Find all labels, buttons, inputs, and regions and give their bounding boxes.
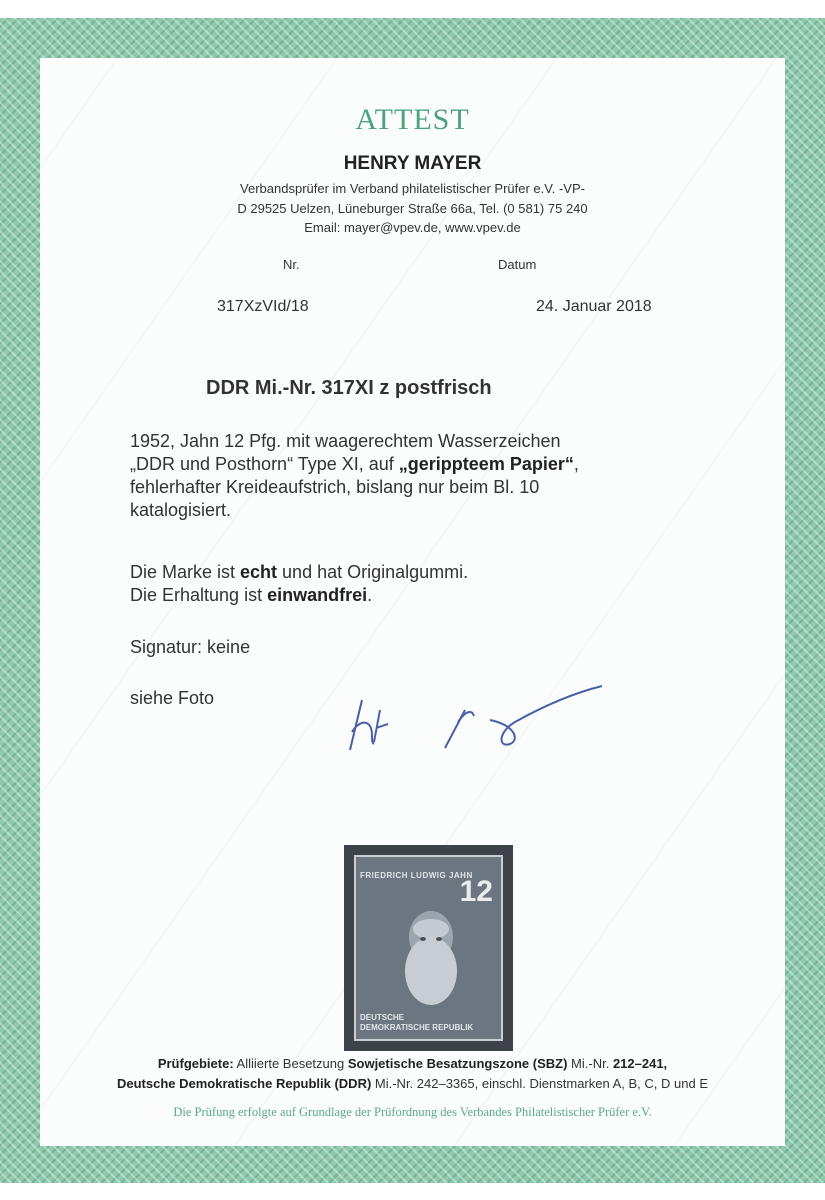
- examiner-address: D 29525 Uelzen, Lüneburger Straße 66a, Tel. (0 581) 75 240: [237, 201, 588, 216]
- footer-line-2: Deutsche Demokratische Republik (DDR) Mi.-Nr. 242–3365, einschl. Dienstmarken A, B, C, D und E: [117, 1076, 708, 1091]
- examiner-name: HENRY MAYER: [343, 153, 482, 174]
- foto-line: siehe Foto: [130, 688, 215, 708]
- footer-disclaimer: Die Prüfung erfolgte auf Grundlage der Prüfordnung des Verbandes Philatelistischer Prüfer e.V.: [173, 1105, 652, 1119]
- datum-label: Datum: [498, 257, 537, 272]
- certificate-date: 24. Januar 2018: [536, 298, 652, 315]
- nr-label: Nr.: [283, 257, 300, 272]
- stamp-photo: [344, 845, 513, 1051]
- certificate-title: ATTEST: [355, 103, 470, 136]
- stamp-catalogue-headline: DDR Mi.-Nr. 317XI z postfrisch: [206, 377, 492, 399]
- description-line: „DDR und Posthorn“ Type XI, auf „gerippteem Papier“,: [130, 454, 579, 474]
- stamp-bottom-text: DEUTSCHE DEMOKRATISCHE REPUBLIK: [360, 1013, 474, 1032]
- description-line: katalogisiert.: [130, 500, 232, 520]
- verdict-line: Die Erhaltung ist einwandfrei.: [130, 585, 373, 605]
- examiner-contact: Email: mayer@vpev.de, www.vpev.de: [304, 220, 521, 235]
- description-line: fehlerhafter Kreideaufstrich, bislang nur beim Bl. 10: [130, 477, 540, 497]
- stamp-image: [354, 855, 503, 1041]
- signatur-line: Signatur: keine: [130, 637, 251, 657]
- handwritten-signature: [340, 680, 610, 760]
- certificate-number: 317XzVId/18: [217, 298, 309, 315]
- footer-line-1: Prüfgebiete: Alliierte Besetzung Sowjetische Besatzungszone (SBZ) Mi.-Nr. 212–241,: [157, 1056, 668, 1071]
- portrait-illustration: [376, 899, 486, 1009]
- examiner-affiliation: Verbandsprüfer im Verband philatelistischer Prüfer e.V. -VP-: [240, 181, 585, 196]
- stamp-denomination: 12: [459, 875, 493, 908]
- verdict: [130, 561, 468, 607]
- verdict-line: Die Marke ist echt und hat Originalgummi.: [130, 562, 469, 582]
- description: [130, 430, 579, 522]
- description-line: 1952, Jahn 12 Pfg. mit waagerechtem Wasserzeichen: [130, 431, 561, 451]
- stamp-top-text: FRIEDRICH LUDWIG JAHN: [360, 871, 473, 880]
